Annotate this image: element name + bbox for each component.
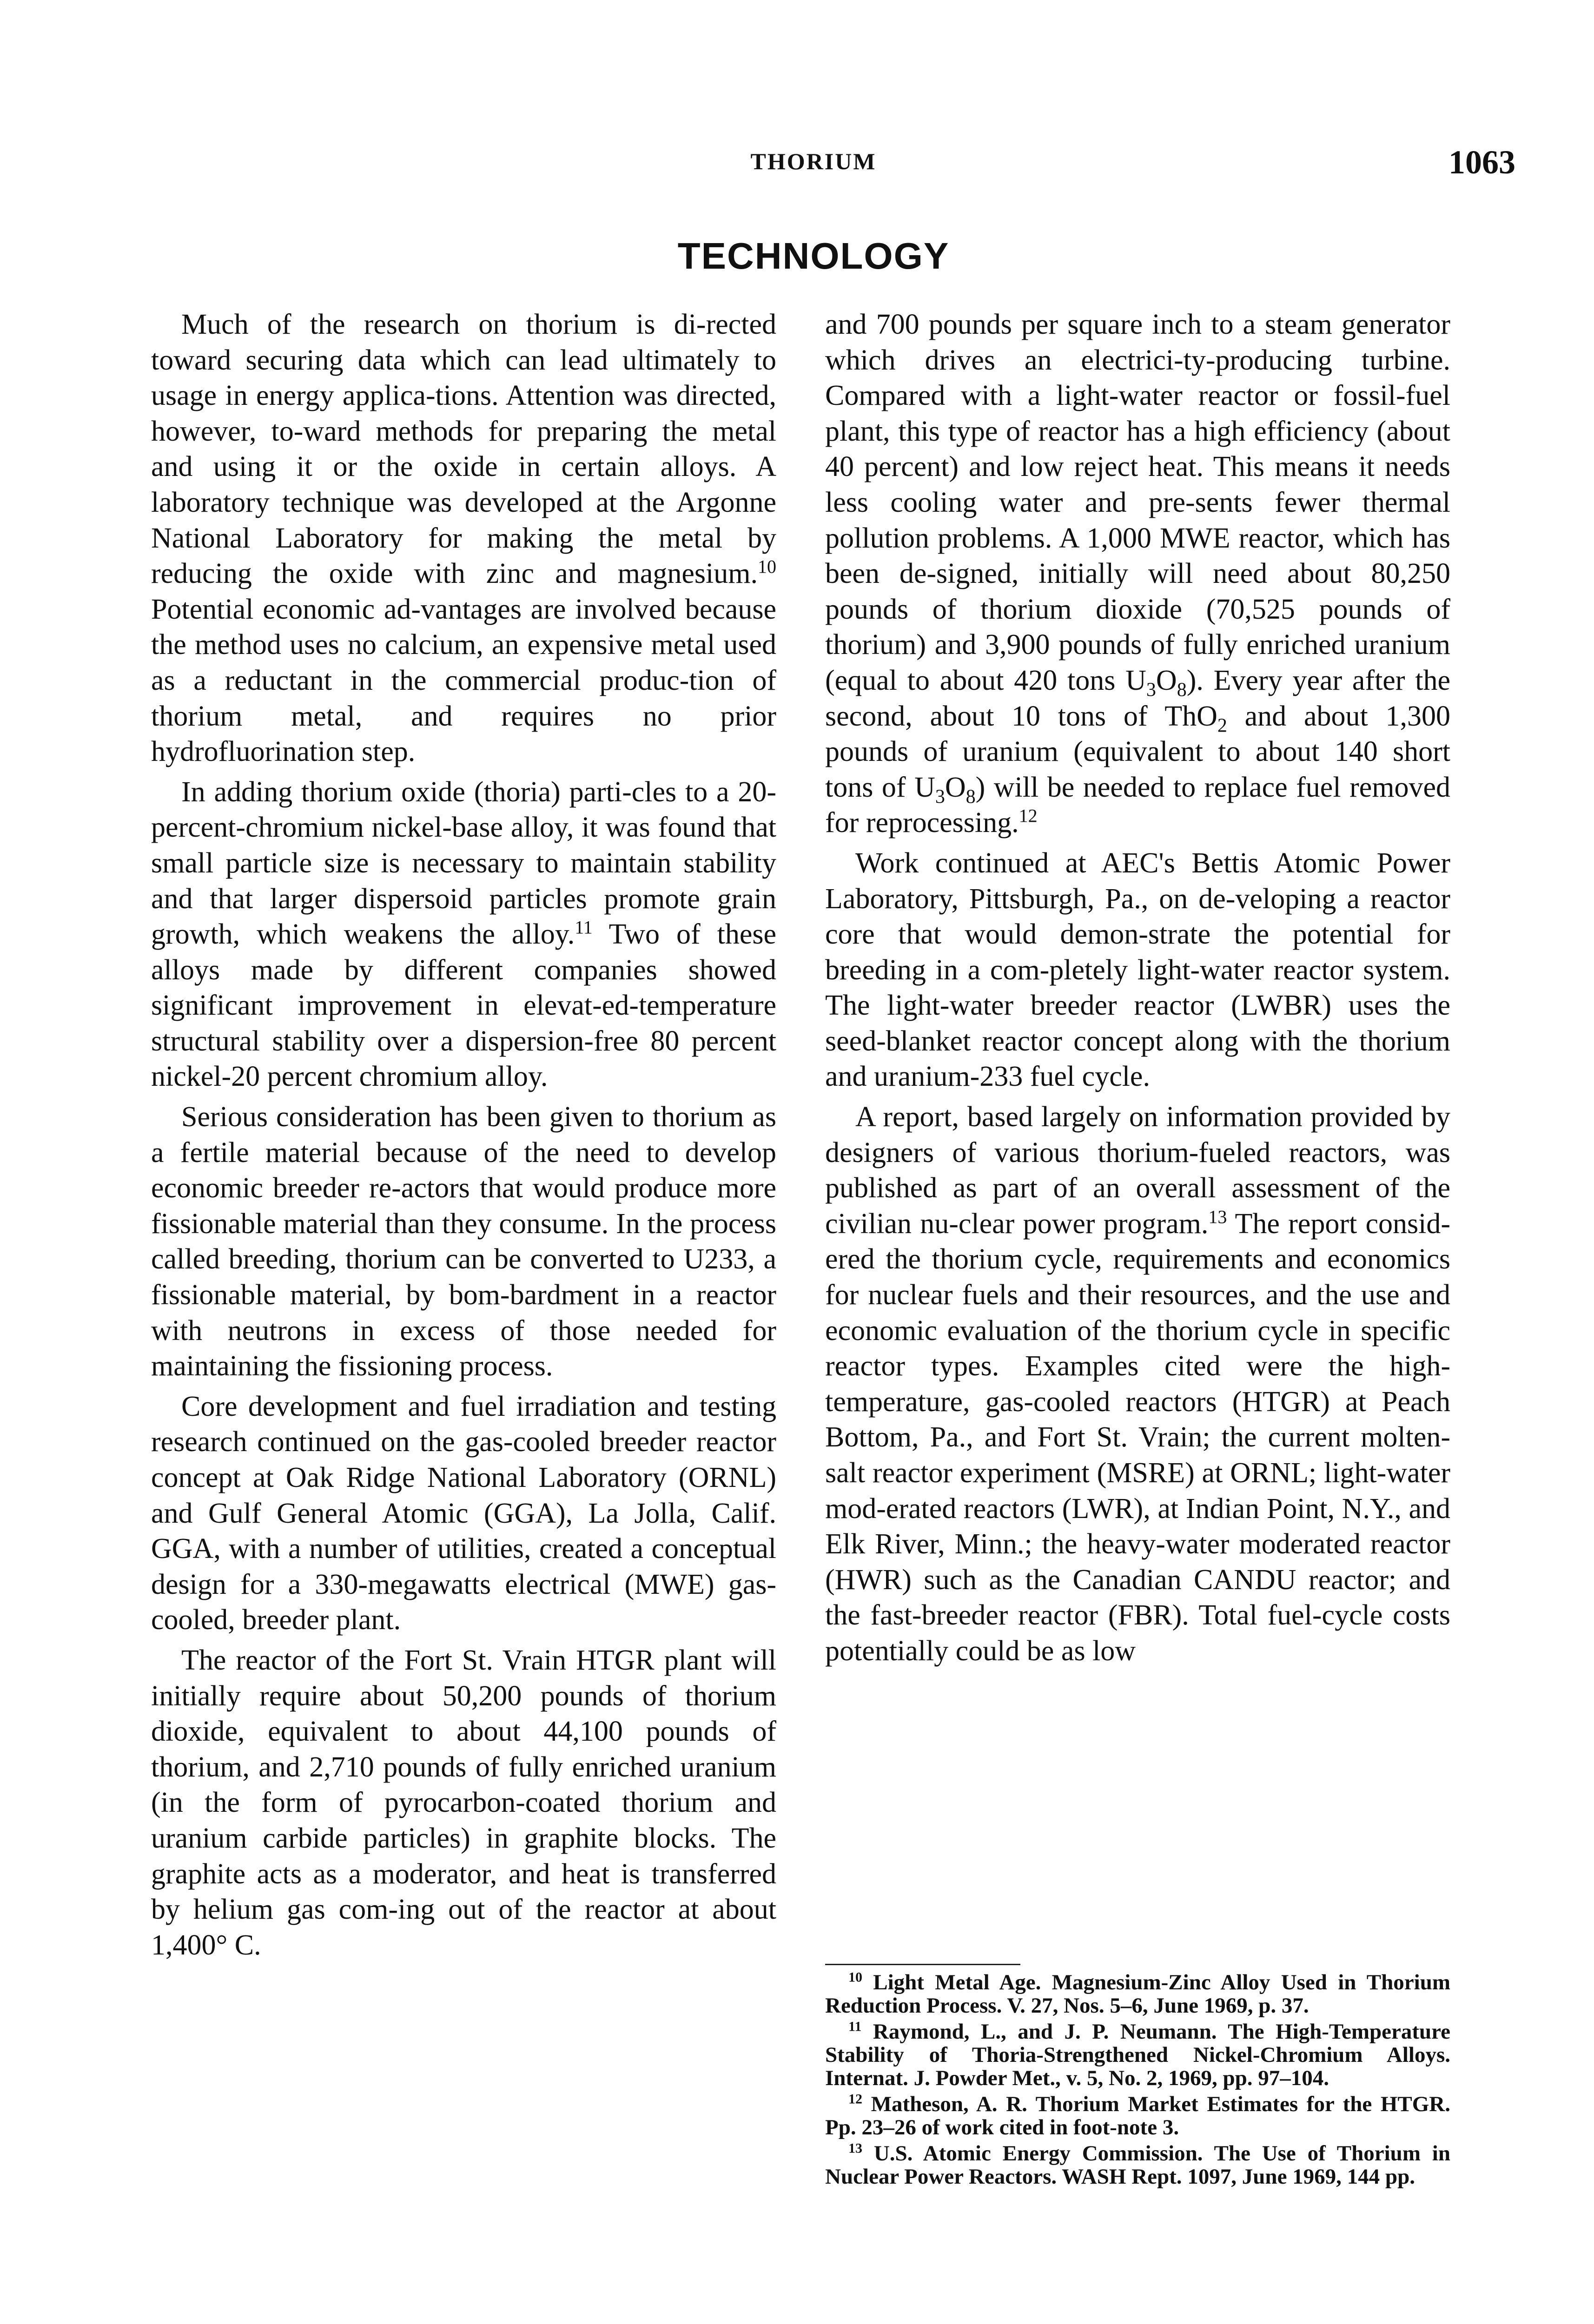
paragraph-p8 [825, 1099, 1450, 1669]
text-run: and about 1,300 pounds of uranium (equivalent to about 140 short tons of U [825, 700, 1450, 803]
text-run: ) will be needed to replace fuel removed for reprocessing. [825, 771, 1450, 839]
footnote-10 [825, 1971, 1450, 2017]
paragraph-p7 [825, 845, 1450, 1095]
paragraph-p2 [151, 774, 776, 1095]
text-run: and 700 pounds per square inch to a steam generator which drives an electrici-ty-producing turbine. Compared with a light-water reactor or fossil-fuel plant, this type of reactor has a high efficiency (about 40 percent) and low reject heat. This means it needs less cooling water and pre-sents fewer thermal pollution problems. A 1,000 MWE reactor, which has been de-signed, initially will need about 80,250 pounds of thorium dioxide (70,525 pounds of thorium) and 3,900 pounds of fully enriched uranium (equal to about 420 tons U [825, 309, 1450, 696]
footnote-ref: 12 [1019, 805, 1038, 826]
paragraph-p6 [825, 307, 1450, 841]
text-run: Much of the research on thorium is di-rected toward securing data which can lead ultimately to usage in energy applica-tions. Attention was directed, however, to-ward methods for preparing the metal and using it or the oxide in certain alloys. A laboratory technique was developed at the Argonne National Laboratory for making the metal by reducing the oxide with zinc and magnesium. [151, 309, 776, 590]
text-run: The report consid-ered the thorium cycle, requirements and economics for nuclear fuels and their resources, and the use and economic evaluation of the thorium cycle in specific reactor types. Examples cited were the high-temperature, gas-cooled reactors (HTGR) at Peach Bottom, Pa., and Fort St. Vrain; the current molten-salt reactor experiment (MSRE) at ORNL; light-water mod-erated reactors (LWR), at Indian Point, N.Y., and Elk River, Minn.; the heavy-water moderated reactor (HWR) such as the Canadian CANDU reactor; and the fast-breeder reactor (FBR). Total fuel-cycle costs potentially could be as low [825, 1208, 1450, 1667]
text-run: In adding thorium oxide (thoria) parti-cles to a 20-percent-chromium nickel-base alloy, it was found that small particle size is necessary to maintain stability and that larger dispersoid particles promote grain growth, which weakens the alloy. [151, 776, 776, 951]
running-header: THORIUM [750, 148, 877, 174]
text-run: ). Every year after the second, about 10 tons of ThO [825, 664, 1450, 732]
footnote-text: Matheson, A. R. Thorium Market Estimates for the HTGR. Pp. 23–26 of work cited in foot-note 3. [825, 2092, 1450, 2139]
footnote-text: Light Metal Age. Magnesium-Zinc Alloy Used in Thorium Reduction Process. V. 27, Nos. 5–6, June 1969, p. 37. [825, 1970, 1450, 2018]
left-column [151, 307, 776, 1967]
footnote-text: Raymond, L., and J. P. Neumann. The High-Temperature Stability of Thoria-Strengthened Nickel-Chromium Alloys. Internat. J. Powder Met., v. 5, No. 2, 1969, pp. 97–104. [825, 2020, 1450, 2090]
footnote-13 [825, 2142, 1450, 2188]
footnote-ref: 11 [575, 917, 593, 938]
footnote-number: 13 [848, 2140, 862, 2156]
footnote-number: 10 [848, 1969, 862, 1985]
text-run: A report, based largely on information provided by designers of various thorium-fueled reactors, was published as part of an overall assessment of the civilian nu-clear power program. [825, 1101, 1450, 1240]
text-run: Two of these alloys made by different companies showed significant improvement in elevat-ed-temperature structural stability over a dispersion-free 80 percent nickel-20 percent chromium alloy. [151, 918, 777, 1093]
footnote-number: 11 [848, 2019, 862, 2034]
footnotes [825, 1971, 1450, 2191]
subscript: 8 [966, 786, 976, 808]
text-run: Core development and fuel irradiation and testing research continued on the gas-cooled breeder reactor concept at Oak Ridge National Laboratory (ORNL) and Gulf General Atomic (GGA), La Jolla, Calif. GGA, with a number of utilities, created a conceptual design for a 330-megawatts electrical (MWE) gas-cooled, breeder plant. [151, 1390, 776, 1636]
paragraph-p3 [151, 1099, 776, 1384]
paragraph-p4 [151, 1389, 776, 1638]
text-run: Potential economic ad-vantages are involved because the method uses no calcium, an expensive metal used as a reductant in the commercial produc-tion of thorium metal, and requires no prior hydrofluorination step. [151, 593, 776, 768]
text-run: The reactor of the Fort St. Vrain HTGR plant will initially require about 50,200 pounds of thorium dioxide, equivalent to about 44,100 pounds of thorium, and 2,710 pounds of fully enriched uranium (in the form of pyrocarbon-coated thorium and uranium carbide particles) in graphite blocks. The graphite acts as a moderator, and heat is transferred by helium gas com-ing out of the reactor at about 1,400° C. [151, 1644, 776, 1961]
subscript: 3 [1146, 679, 1156, 701]
text-run: O [945, 771, 966, 803]
footnote-ref: 13 [1208, 1206, 1227, 1228]
right-column [825, 307, 1450, 1674]
subscript: 3 [935, 786, 945, 808]
text-run: Serious consideration has been given to thorium as a fertile material because of the need to develop economic breeder re-actors that would produce more fissionable material than they consume. In the process called breeding, thorium can be converted to U233, a fissionable material, by bom-bardment in a reactor with neutrons in excess of those needed for maintaining the fissioning process. [151, 1101, 776, 1382]
subscript: 2 [1217, 714, 1227, 736]
footnote-ref: 10 [758, 556, 776, 577]
footnote-text: U.S. Atomic Energy Commission. The Use of Thorium in Nuclear Power Reactors. WASH Rept. 1097, June 1969, 144 pp. [825, 2141, 1450, 2189]
paragraph-p1 [151, 307, 776, 770]
text-run: Work continued at AEC's Bettis Atomic Power Laboratory, Pittsburgh, Pa., on de-veloping a reactor core that would demon-strate the potential for breeding in a com-pletely light-water reactor system. The light-water breeder reactor (LWBR) uses the seed-blanket reactor concept along with the thorium and uranium-233 fuel cycle. [825, 847, 1450, 1093]
subscript: 8 [1177, 679, 1187, 701]
footnote-divider [825, 1964, 1020, 1965]
section-title: TECHNOLOGY [677, 235, 950, 277]
footnote-12 [825, 2093, 1450, 2139]
footnote-number: 12 [848, 2091, 862, 2107]
text-run: O [1156, 664, 1177, 696]
footnote-11 [825, 2020, 1450, 2090]
paragraph-p5 [151, 1643, 776, 1963]
page-number: 1063 [1448, 144, 1515, 181]
